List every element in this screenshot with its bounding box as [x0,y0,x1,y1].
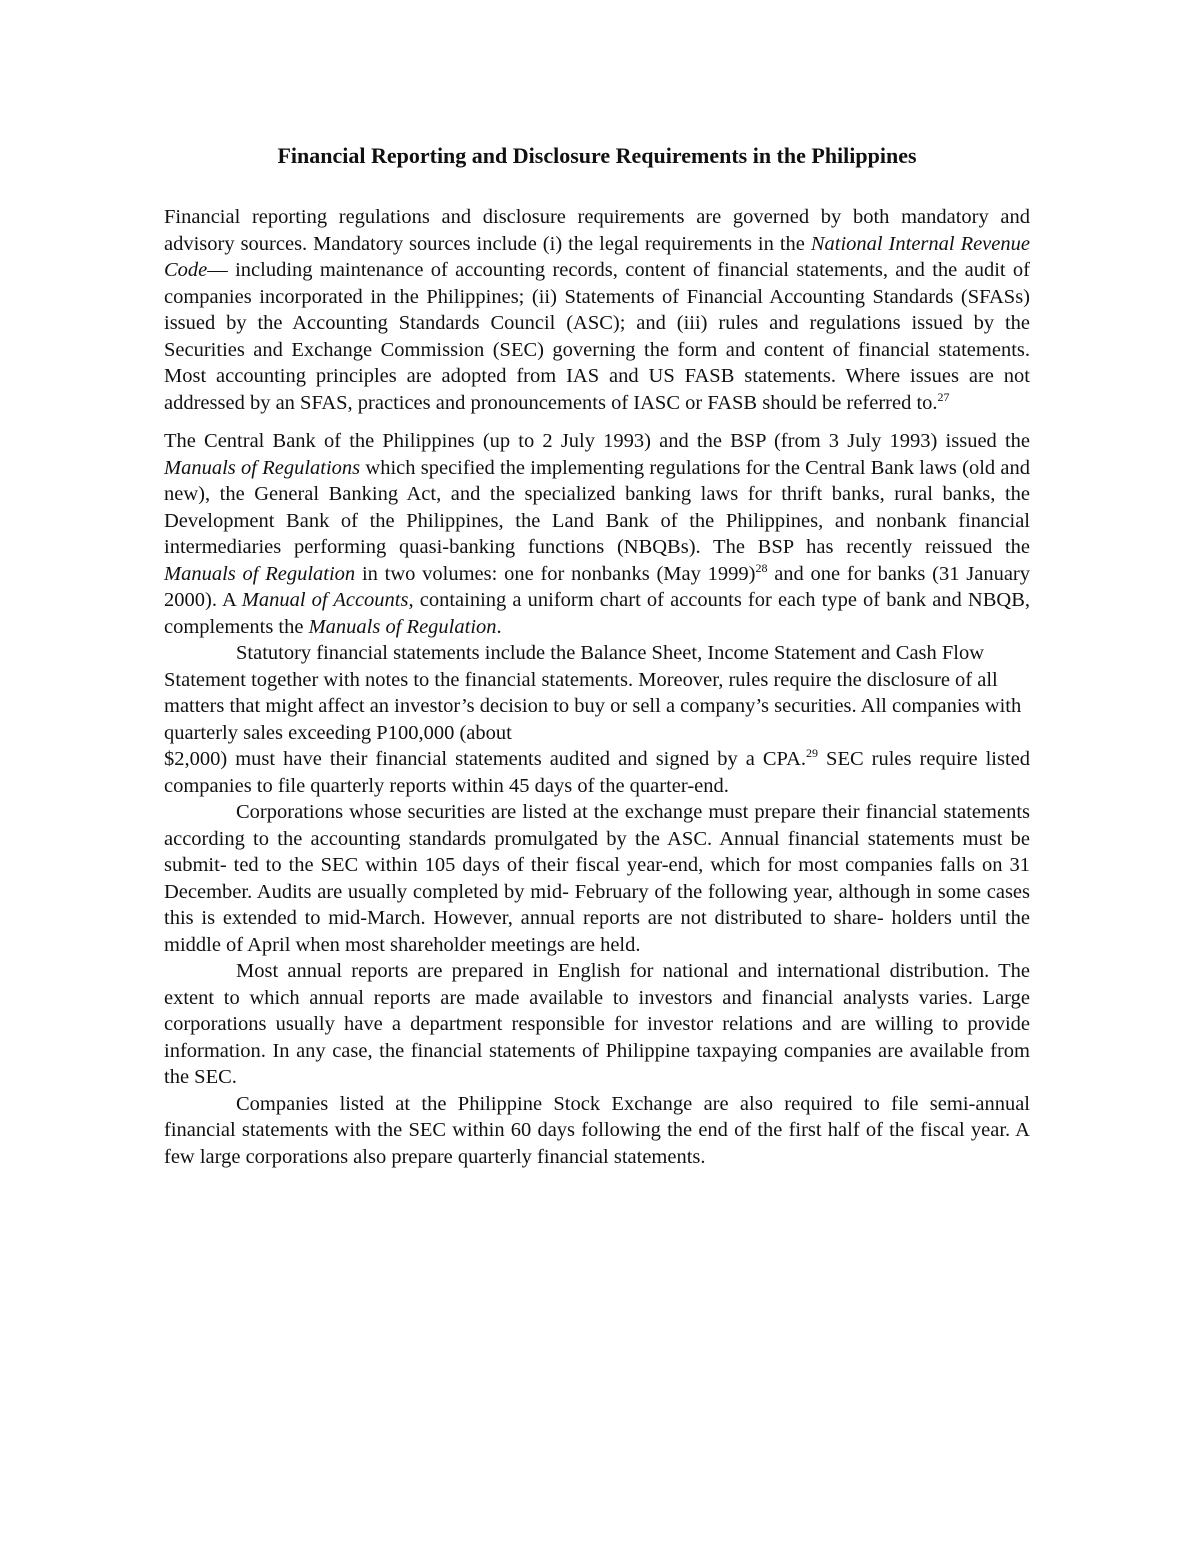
text-run: $2,000) must have their financial statements audited and signed by a CPA. [164,748,807,770]
text-run: which specified the implementing regulations for the Central Bank laws (old and new), the General Banking Act, and the specialized banking laws for thrift banks, rural banks, the Development Bank of the Philippines, the Land Bank of the Philippines, and nonbank financial intermediaries performing quasi-banking functions (NBQBs). The BSP has recently reissued the [164,456,1030,558]
paragraph-statutory-statements [164,640,1030,746]
italic-term: Manuals of Regulation [308,615,497,638]
paragraph-statutory-statements-cont [164,746,1030,799]
paragraph-listed-corporations: Corporations whose securities are listed at the exchange must prepare their financial statements according to the accounting standards promulgated by the ASC. Annual financial statements must be submit- ted to the SEC within 105 days of their fiscal year-end, which for most companies falls on 31 December. Audits are usually completed by mid- February of the following year, although in some cases this is extended to mid-March. However, annual reports are not distributed to share- holders until the middle of April when most shareholder meetings are held. [164,801,1030,956]
text-run: in two volumes: one for nonbanks (May 1999) [355,562,756,585]
footnote-ref: 27 [937,389,950,404]
page-title: Financial Reporting and Disclosure Requirements in the Philippines [277,143,917,168]
text-run: The Central Bank of the Philippines (up to 2 July 1993) and the BSP (from 3 July 1993) issued the [164,430,1030,452]
paragraph-central-bank [164,428,1030,640]
italic-term: Manual of Accounts [241,589,409,611]
paragraph-annual-reports: Most annual reports are prepared in English for national and international distribution. The extent to which annual reports are made available to investors and financial analysts varies. Large corporations usually have a department responsible for investor relations and are willing to provide information. In any case, the financial statements of Philippine taxpaying companies are available from the SEC. [164,960,1030,1088]
text-run: — including maintenance of accounting records, content of financial statements, and the audit of companies incorporated in the Philippines; (ii) Statements of Financial Accounting Standards (SFASs) issued by the Accounting Standards Council (ASC); and (iii) rules and regulations issued by the Securities and Exchange Commission (SEC) governing the form and content of financial statements. Most accounting principles are adopted from IAS and US FASB statements. Where issues are not addressed by an SFAS, practices and pronouncements of IASC or FASB should be referred to. [164,259,1030,414]
italic-term: National Internal Revenue Code [164,232,1030,281]
text-run: , containing a uniform chart of accounts for each type of bank and NBQB, complements the [164,589,1031,638]
text-run: Statutory financial statements include the Balance Sheet, Income Statement and Cash Flow Statement together with notes to the financial statements. Moreover, rules require the disclosure of all matters that might affect an investor’s decision to buy or sell a company’s securities. All companies with quarterly sales exceeding P100,000 (about [164,642,1022,744]
text-run: SEC rules require listed companies to file quarterly reports within 45 days of the quarter-end. [164,748,1031,797]
text-run: and one for banks (31 January 2000). A [164,562,1031,611]
footnote-ref: 29 [806,746,819,761]
footnote-ref: 28 [755,560,768,575]
italic-term: Manuals of Regulation [164,562,356,585]
document-page [164,140,1030,1170]
italic-term: Manuals of Regulations [164,456,361,479]
text-run: . [496,615,502,638]
text-run: Financial reporting regulations and disclosure requirements are governed by both mandatory and advisory sources. Mandatory sources include (i) the legal requirements in the [164,206,1030,255]
paragraph-mandatory-sources [164,204,1030,416]
paragraph-semi-annual: Companies listed at the Philippine Stock Exchange are also required to file semi-annual financial statements with the SEC within 60 days following the end of the first half of the fiscal year. A few large corporations also prepare quarterly financial statements. [164,1092,1030,1168]
